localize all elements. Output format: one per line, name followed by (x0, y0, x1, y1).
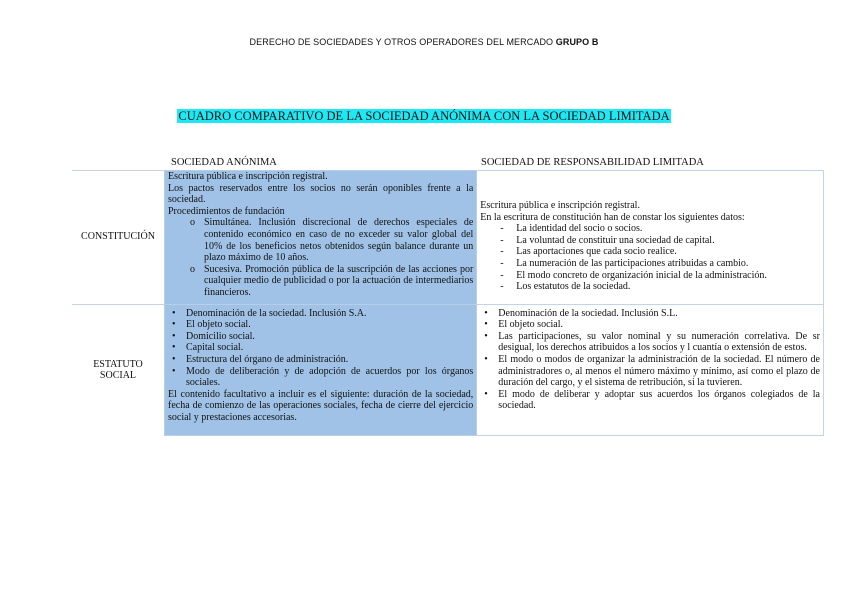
datos-list (480, 223, 820, 293)
list-item: o Sucesiva. Promoción pública de la suscripción de las acciones por cualquier medio de publicidad o por la actuación de intermediarios financieros. (168, 264, 473, 303)
cell-constitucion-sa (164, 171, 476, 305)
list-item: • El objeto social. (480, 319, 820, 331)
table-row-estatuto (72, 304, 824, 436)
header-text: DERECHO DE SOCIEDADES Y OTROS OPERADORES DEL MERCADO (249, 37, 554, 47)
cell-estatuto-sa (164, 304, 476, 436)
table-row-constitucion (72, 171, 824, 305)
list-item: - La numeración de las participaciones atribuidas a cambio. (480, 258, 820, 270)
list-item: - La identidad del socio o socios. (480, 223, 820, 235)
list-item: • El modo o modos de organizar la administración de la sociedad. El número de administradores o, al menos el número máximo y mínimo, así como el plazo de duración del cargo, y el sistema de retribución, si la tuvieren. (480, 354, 820, 389)
comparison-table (72, 170, 824, 436)
header-group: GRUPO B (555, 37, 599, 47)
column-header-sa: SOCIEDAD ANÓNIMA (171, 157, 277, 168)
estatuto-sa-list (168, 308, 473, 389)
fundacion-list (168, 217, 473, 302)
page-title-text: CUADRO COMPARATIVO DE LA SOCIEDAD ANÓNIMA CON LA SOCIEDAD LIMITADA (178, 109, 670, 123)
list-item: • Las participaciones, su valor nominal y su numeración correlativa. De sr desigual, los derechos atribuidos a los socios y l cuantía o extensión de estos. (480, 331, 820, 354)
list-item: • Modo de deliberación y de adopción de acuerdos por los órganos sociales. (168, 366, 473, 389)
list-item: - Los estatutos de la sociedad. (480, 281, 820, 293)
text-paragraph: Los pactos reservados entre los socios no serán oponibles frente a la sociedad. (167, 182, 474, 206)
list-item: - La voluntad de constituir una sociedad de capital. (480, 235, 820, 247)
list-item: - El modo concreto de organización inicial de la administración. (480, 270, 820, 282)
text-paragraph: Escritura pública e inscripción registral. (480, 200, 640, 211)
list-item: • Domicilio social. (168, 331, 473, 343)
row-label-estatuto (72, 304, 164, 436)
list-item: o Simultánea. Inclusión discrecional de derechos especiales de contenido económico en caso de no exceder su valor global del 10% de los beneficios netos obtenidos según balance durante un plazo máximo de 10 años. (168, 217, 473, 263)
cell-estatuto-srl (477, 304, 824, 436)
page-title (0, 109, 848, 124)
row-label-line: ESTATUTO (93, 358, 143, 370)
text-paragraph: Procedimientos de fundación (167, 205, 285, 217)
column-header-srl: SOCIEDAD DE RESPONSABILIDAD LIMITADA (481, 157, 704, 168)
list-item: • El objeto social. (168, 319, 473, 331)
row-label-line: SOCIAL (99, 370, 137, 382)
estatuto-srl-list (480, 308, 820, 412)
list-item: • Estructura del órgano de administración. (168, 354, 473, 366)
list-item: • Capital social. (168, 342, 473, 354)
cell-constitucion-srl (477, 171, 824, 305)
list-item: • Denominación de la sociedad. Inclusión S.A. (168, 308, 473, 320)
text-paragraph: Escritura pública e inscripción registral. (167, 171, 328, 182)
document-header (0, 37, 848, 47)
list-item: - Las aportaciones que cada socio realice. (480, 246, 820, 258)
text-paragraph: El contenido facultativo a incluir es el siguiente: duración de la sociedad, fecha de comienzo de las operaciones sociales, fecha de cierre del ejercicio social y prestaciones accesorias. (167, 388, 474, 423)
list-item: • El modo de deliberar y adoptar sus acuerdos los órganos colegiados de la sociedad. (480, 389, 820, 412)
list-item: • Denominación de la sociedad. Inclusión S.L. (480, 308, 820, 320)
row-label-constitucion: CONSTITUCIÓN (72, 171, 164, 305)
text-paragraph: En la escritura de constitución han de constar los siguientes datos: (480, 211, 745, 223)
